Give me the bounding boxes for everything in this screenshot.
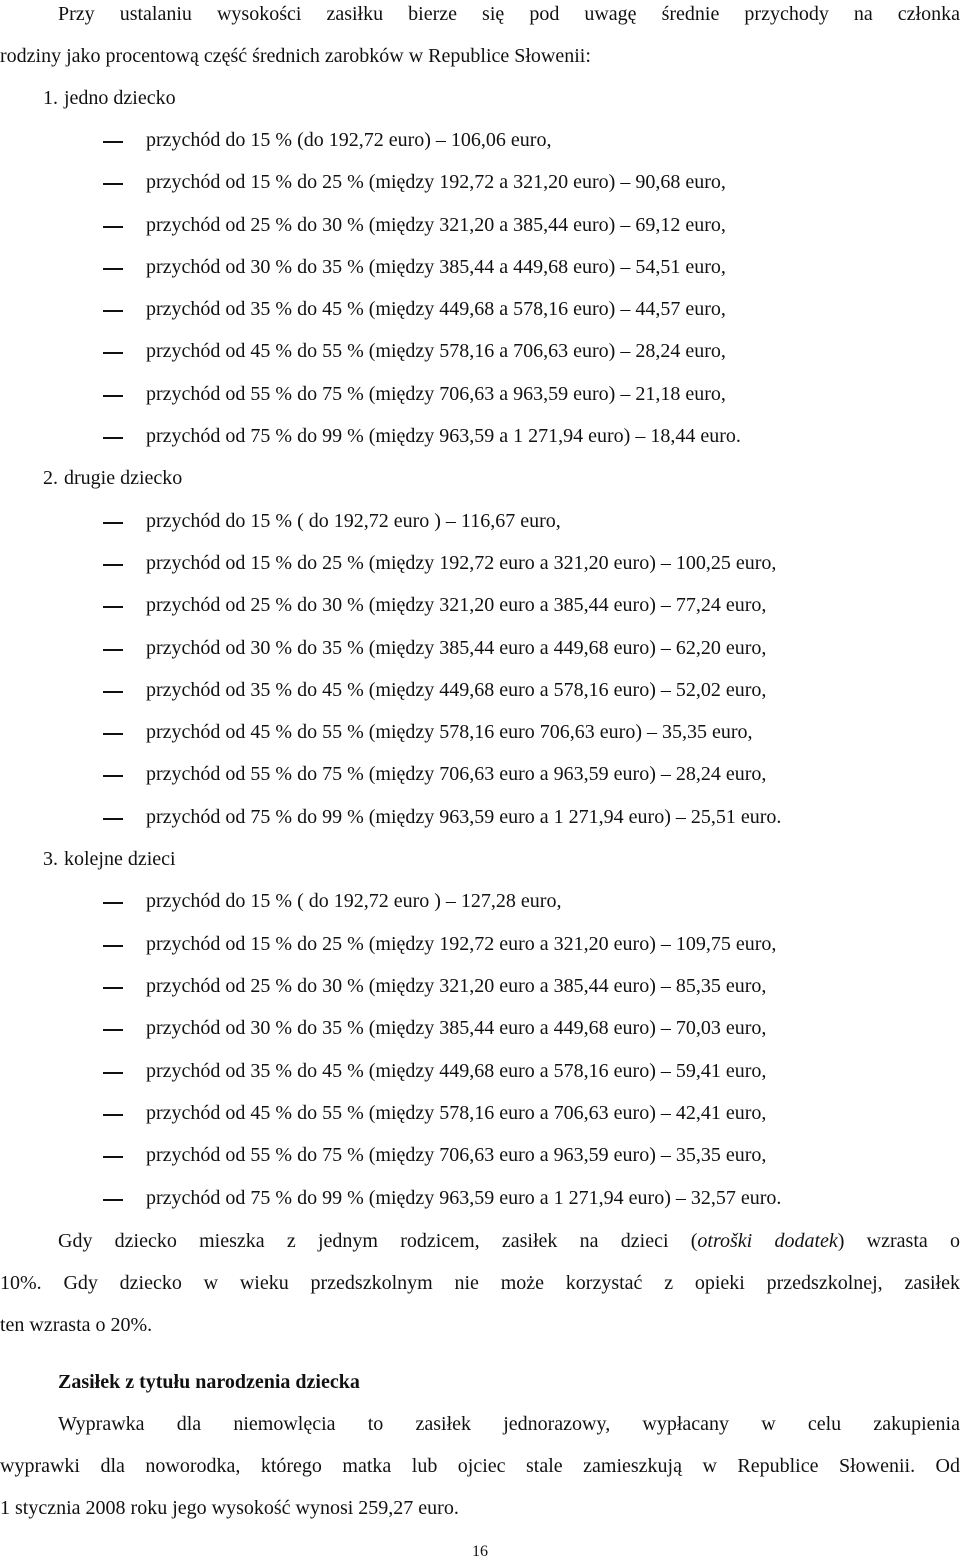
list-item-text: przychód od 25 % do 30 % (między 321,20 euro a 385,44 euro) – 85,35 euro, bbox=[146, 975, 767, 997]
section-3-heading bbox=[10, 838, 176, 880]
dash-bullet bbox=[103, 564, 123, 566]
list-item-text: przychód od 55 % do 75 % (między 706,63 euro a 963,59 euro) – 28,24 euro, bbox=[146, 763, 767, 785]
birth-section-paragraph bbox=[0, 1403, 960, 1529]
dash-bullet bbox=[103, 818, 123, 820]
single-parent-line-1 bbox=[0, 1220, 960, 1262]
dash-bullet bbox=[103, 352, 123, 354]
page-number: 16 bbox=[472, 1543, 488, 1560]
single-parent-line-1-end: ) wzrasta o bbox=[837, 1230, 960, 1252]
dash-bullet bbox=[103, 691, 123, 693]
section-1-number: 1. bbox=[43, 87, 58, 109]
single-parent-line-1-start: Gdy dziecko mieszka z jednym rodzicem, zasiłek na dzieci ( bbox=[58, 1230, 698, 1252]
birth-section-heading: Zasiłek z tytułu narodzenia dziecka bbox=[58, 1371, 360, 1393]
dash-bullet bbox=[103, 1029, 123, 1031]
dash-bullet bbox=[103, 268, 123, 270]
dash-bullet bbox=[103, 226, 123, 228]
list-item-text: przychód od 30 % do 35 % (między 385,44 euro a 449,68 euro) – 70,03 euro, bbox=[146, 1017, 767, 1039]
section-2-heading bbox=[10, 457, 182, 499]
dash-bullet bbox=[103, 395, 123, 397]
dash-bullet bbox=[103, 902, 123, 904]
birth-line-3: 1 stycznia 2008 roku jego wysokość wynosi 259,27 euro. bbox=[0, 1497, 459, 1519]
list-item-text: przychód od 25 % do 30 % (między 321,20 a 385,44 euro) – 69,12 euro, bbox=[146, 214, 726, 236]
list-item-text: przychód od 30 % do 35 % (między 385,44 euro a 449,68 euro) – 62,20 euro, bbox=[146, 637, 767, 659]
dash-bullet bbox=[103, 945, 123, 947]
birth-line-1 bbox=[0, 1403, 960, 1445]
section-1-title: jedno dziecko bbox=[64, 87, 176, 109]
list-item-text: przychód do 15 % ( do 192,72 euro ) – 116,67 euro, bbox=[146, 510, 561, 532]
list-item-text: przychód od 75 % do 99 % (między 963,59 euro a 1 271,94 euro) – 25,51 euro. bbox=[146, 806, 782, 828]
section-2-number: 2. bbox=[43, 467, 58, 489]
single-parent-term: otroški dodatek bbox=[697, 1230, 838, 1252]
dash-bullet bbox=[103, 1199, 123, 1201]
list-item-text: przychód od 75 % do 99 % (między 963,59 euro a 1 271,94 euro) – 32,57 euro. bbox=[146, 1187, 782, 1209]
dash-bullet bbox=[103, 987, 123, 989]
single-parent-paragraph bbox=[0, 1220, 960, 1346]
dash-bullet bbox=[103, 1072, 123, 1074]
dash-bullet bbox=[103, 183, 123, 185]
single-parent-line-3: ten wzrasta o 20%. bbox=[0, 1314, 153, 1336]
section-2-title: drugie dziecko bbox=[64, 467, 183, 489]
section-3-title: kolejne dzieci bbox=[64, 848, 176, 870]
list-item-text: przychód od 25 % do 30 % (między 321,20 euro a 385,44 euro) – 77,24 euro, bbox=[146, 594, 767, 616]
single-parent-line-2: 10%. Gdy dziecko w wieku przedszkolnym nie może korzystać z opieki przedszkolnej, zasiłek bbox=[0, 1272, 960, 1294]
list-item-text: przychód od 30 % do 35 % (między 385,44 a 449,68 euro) – 54,51 euro, bbox=[146, 256, 726, 278]
dash-bullet bbox=[103, 310, 123, 312]
birth-line-1-text: Wyprawka dla niemowlęcia to zasiłek jednorazowy, wypłacany w celu zakupienia bbox=[58, 1413, 960, 1435]
dash-bullet bbox=[103, 1156, 123, 1158]
dash-bullet bbox=[103, 606, 123, 608]
intro-line-2: rodziny jako procentową część średnich zarobków w Republice Słowenii: bbox=[0, 45, 591, 67]
list-item-text: przychód od 15 % do 25 % (między 192,72 euro a 321,20 euro) – 100,25 euro, bbox=[146, 552, 777, 574]
dash-bullet bbox=[103, 733, 123, 735]
list-item-text: przychód od 45 % do 55 % (między 578,16 euro 706,63 euro) – 35,35 euro, bbox=[146, 721, 753, 743]
dash-bullet bbox=[103, 437, 123, 439]
dash-bullet bbox=[103, 1114, 123, 1116]
dash-bullet bbox=[103, 522, 123, 524]
birth-line-2: wyprawki dla noworodka, którego matka lub ojciec stale zamieszkują w Republice Słowenii. Od bbox=[0, 1455, 960, 1477]
list-item-text: przychód od 75 % do 99 % (między 963,59 a 1 271,94 euro) – 18,44 euro. bbox=[146, 425, 741, 447]
section-3-number: 3. bbox=[43, 848, 58, 870]
list-item-text: przychód do 15 % ( do 192,72 euro ) – 127,28 euro, bbox=[146, 890, 562, 912]
list-item-text: przychód od 55 % do 75 % (między 706,63 a 963,59 euro) – 21,18 euro, bbox=[146, 383, 726, 405]
list-item-text: przychód od 35 % do 45 % (między 449,68 euro a 578,16 euro) – 59,41 euro, bbox=[146, 1060, 767, 1082]
dash-bullet bbox=[103, 775, 123, 777]
intro-line-1-text: Przy ustalaniu wysokości zasiłku bierze się pod uwagę średnie przychody na członka bbox=[58, 3, 960, 25]
list-item-text: przychód od 35 % do 45 % (między 449,68 a 578,16 euro) – 44,57 euro, bbox=[146, 298, 726, 320]
section-1-heading bbox=[10, 77, 176, 119]
list-item-text: przychód od 55 % do 75 % (między 706,63 euro a 963,59 euro) – 35,35 euro, bbox=[146, 1144, 767, 1166]
list-item-text: przychód do 15 % (do 192,72 euro) – 106,06 euro, bbox=[146, 129, 552, 151]
intro-paragraph bbox=[0, 0, 960, 77]
list-item-text: przychód od 45 % do 55 % (między 578,16 euro a 706,63 euro) – 42,41 euro, bbox=[146, 1102, 767, 1124]
intro-line-1 bbox=[0, 0, 960, 35]
list-item-text: przychód od 15 % do 25 % (między 192,72 a 321,20 euro) – 90,68 euro, bbox=[146, 171, 726, 193]
dash-bullet bbox=[103, 649, 123, 651]
list-item-text: przychód od 15 % do 25 % (między 192,72 euro a 321,20 euro) – 109,75 euro, bbox=[146, 933, 777, 955]
list-item-text: przychód od 35 % do 45 % (między 449,68 euro a 578,16 euro) – 52,02 euro, bbox=[146, 679, 767, 701]
list-item-text: przychód od 45 % do 55 % (między 578,16 a 706,63 euro) – 28,24 euro, bbox=[146, 340, 726, 362]
dash-bullet bbox=[103, 141, 123, 143]
